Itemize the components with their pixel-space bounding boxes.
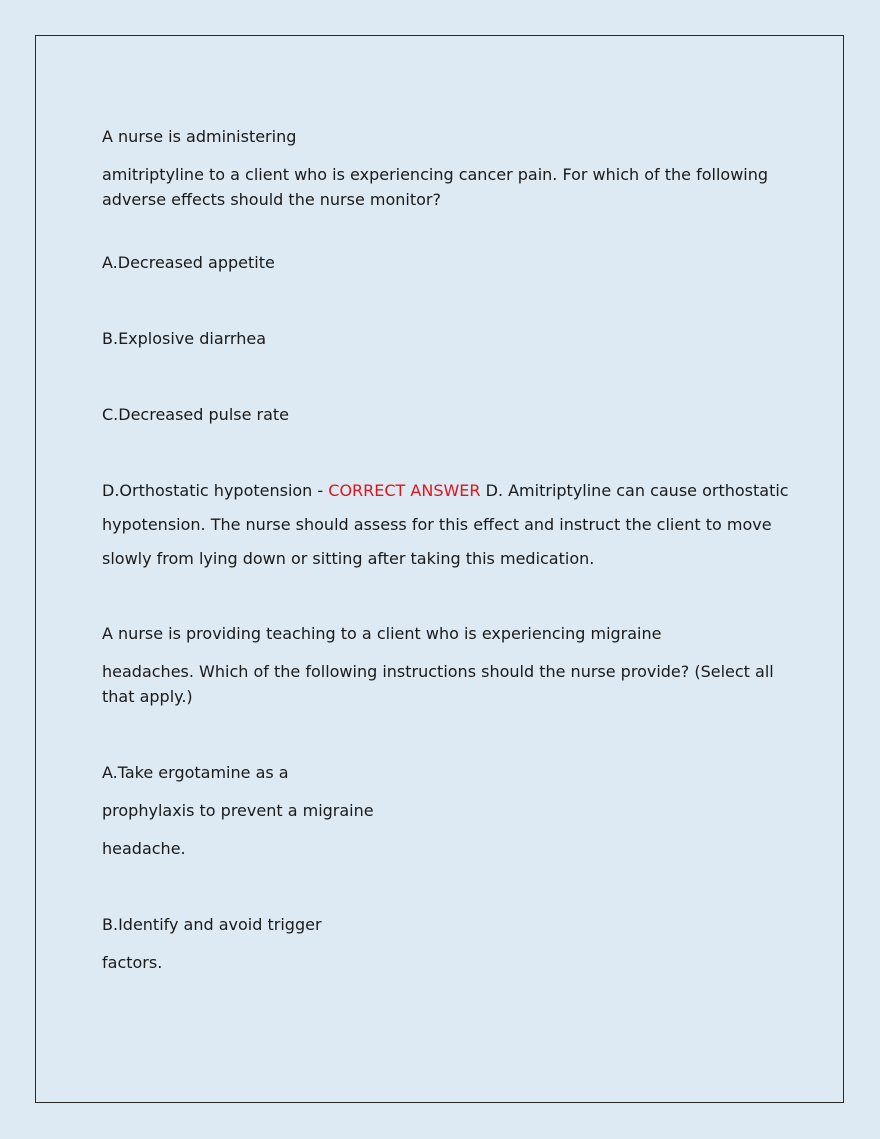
question-1-option-b: B.Explosive diarrhea — [102, 329, 266, 348]
question-2-option-a-line-1: A.Take ergotamine as a — [102, 763, 289, 782]
correct-answer-label: CORRECT ANSWER — [328, 481, 481, 500]
question-2-option-a-line-3: headache. — [102, 839, 186, 858]
rationale-line-3: slowly from lying down or sitting after taking this medication. — [102, 549, 595, 568]
question-2-option-b-line-1: B.Identify and avoid trigger — [102, 915, 322, 934]
question-1-option-d — [102, 478, 789, 503]
option-d-text: D.Orthostatic hypotension - — [102, 481, 329, 500]
question-1-option-a: A.Decreased appetite — [102, 253, 275, 272]
question-2-stem: headaches. Which of the following instructions should the nurse provide? (Select all that apply.) — [102, 662, 774, 706]
question-1-option-c: C.Decreased pulse rate — [102, 405, 290, 424]
question-1-stem: amitriptyline to a client who is experiencing cancer pain. For which of the following adverse effects should the nurse monitor? — [102, 165, 769, 209]
question-2-option-b-line-2: factors. — [102, 953, 163, 972]
rationale-line-2: hypotension. The nurse should assess for this effect and instruct the client to move — [102, 515, 772, 534]
question-2-stem-line-1: A nurse is providing teaching to a client who is experiencing migraine — [102, 624, 662, 643]
rationale-line-1: D. Amitriptyline can cause orthostatic — [480, 481, 789, 500]
question-1-stem-line-1: A nurse is administering — [102, 127, 297, 146]
question-2-option-a-line-2: prophylaxis to prevent a migraine — [102, 801, 374, 820]
